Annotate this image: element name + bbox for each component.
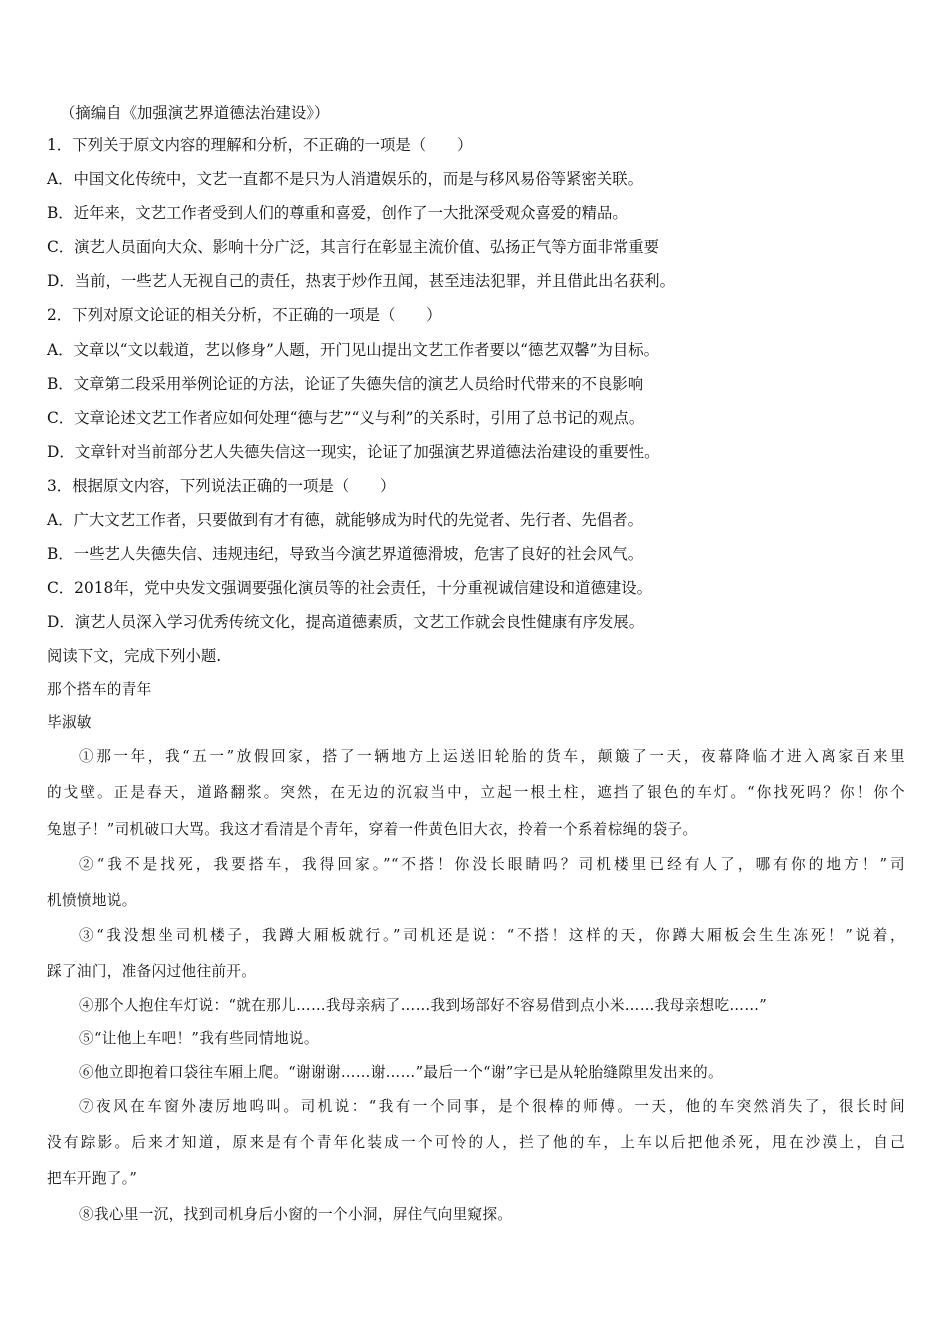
story-line: ⑥他立即抱着口袋往车厢上爬。“谢谢谢……谢……”最后一个“谢”字已是从轮胎缝隙里发出来的。 [79, 1064, 723, 1081]
question-3-stem: 3．根据原文内容，下列说法正确的一项是（ ） [47, 477, 396, 495]
question-3-option-c: C．2018年，党中央发文强调要强化演员等的社会责任，十分重视诚信建设和道德建设。 [47, 579, 653, 597]
story-line: 机愤愤地说。 [47, 892, 137, 909]
question-1-stem: 1．下列关于原文内容的理解和分析，不正确的一项是（ ） [47, 136, 473, 154]
story-line: ⑦夜风在车窗外凄厉地呜叫。司机说：“我有一个同事，是个很棒的师傅。一天，他的车突然消失了，很长时间 [79, 1098, 905, 1115]
source-note: （摘编自《加强演艺界道德法治建设》） [60, 104, 330, 122]
question-2-stem: 2．下列对原文论证的相关分析，不正确的一项是（ ） [47, 306, 442, 324]
question-1-option-b: B．近年来，文艺工作者受到人们的尊重和喜爱，创作了一大批深受观众喜爱的精品。 [47, 204, 628, 222]
story-line: ②“我不是找死，我要搭车，我得回家。”“不搭！你没长眼睛吗？司机楼里已经有人了，哪有你的地方！”司 [79, 856, 905, 873]
question-3-option-a: A．广大文艺工作者，只要做到有才有德，就能够成为时代的先觉者、先行者、先倡者。 [47, 511, 643, 529]
story-author: 毕淑敏 [47, 714, 92, 731]
question-2-option-b: B．文章第二段采用举例论证的方法，论证了失德失信的演艺人员给时代带来的不良影响 [47, 375, 644, 393]
question-3-option-d: D．演艺人员深入学习优秀传统文化，提高道德素质，文艺工作就会良性健康有序发展。 [47, 613, 645, 631]
story-line: 兔崽子！”司机破口大骂。我这才看清是个青年，穿着一件黄色旧大衣，拎着一个系着棕绳的袋子。 [47, 821, 698, 838]
question-1-option-a: A．中国文化传统中，文艺一直都不是只为人消遣娱乐的，而是与移风易俗等紧密关联。 [47, 170, 643, 188]
question-3-option-b: B．一些艺人失德失信、违规违纪，导致当今演艺界道德滑坡，危害了良好的社会风气。 [47, 545, 644, 563]
question-2-option-c: C．文章论述文艺工作者应如何处理“德与艺”“义与利”的关系时，引用了总书记的观点。 [47, 409, 645, 427]
story-line: ①那一年，我“五一”放假回家，搭了一辆地方上运送旧轮胎的货车，颠簸了一天，夜幕降临才进入离家百来里 [79, 748, 905, 765]
question-1-option-d: D．当前，一些艺人无视自己的责任，热衷于炒作丑闻，甚至违法犯罪，并且借此出名获利。 [47, 272, 675, 290]
story-line: 的戈壁。正是春天，道路翻浆。突然，在无边的沉寂当中，立起一根土柱，遮挡了银色的车灯。“你找死吗？你！你个 [47, 784, 905, 801]
question-2-option-a: A．文章以“文以载道，艺以修身”人题，开门见山提出文艺工作者要以“德艺双馨”为目标。 [47, 341, 660, 359]
story-line: 踩了油门，准备闪过他往前开。 [47, 963, 257, 980]
story-title: 那个搭车的青年 [47, 681, 152, 698]
story-line: ⑤“让他上车吧！”我有些同情地说。 [79, 1030, 319, 1047]
story-line: ④那个人抱住车灯说：“就在那儿……我母亲病了……我到场部好不容易借到点小米……我母亲想吃……” [79, 997, 768, 1014]
question-1-option-c: C．演艺人员面向大众、影响十分广泛，其言行在彰显主流价值、弘扬正气等方面非常重要 [47, 238, 660, 256]
story-line: 把车开跑了。” [47, 1170, 138, 1187]
story-line: ③“我没想坐司机楼子，我蹲大厢板就行。”司机还是说：“不搭！这样的天，你蹲大厢板会生生冻死！”说着， [79, 927, 905, 944]
story-line: 没有踪影。后来才知道，原来是有个青年化装成一个可怜的人，拦了他的车，上车以后把他杀死，甩在沙漠上，自己 [47, 1134, 905, 1151]
reading-instruction: 阅读下文，完成下列小题. [47, 647, 222, 665]
story-line: ⑧我心里一沉，找到司机身后小窗的一个小洞，屏住气向里窥探。 [79, 1206, 513, 1223]
question-2-option-d: D．文章针对当前部分艺人失德失信这一现实，论证了加强演艺界道德法治建设的重要性。 [47, 443, 660, 461]
